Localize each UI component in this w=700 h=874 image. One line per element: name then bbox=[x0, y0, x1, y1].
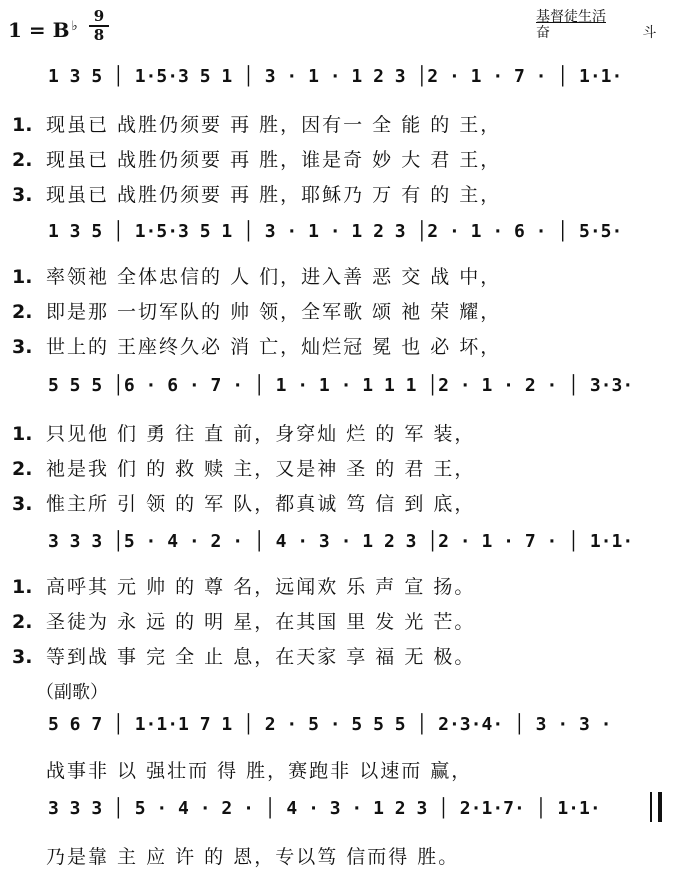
verse-number: 2. bbox=[12, 611, 33, 633]
verse-number: 3. bbox=[12, 184, 33, 206]
chorus-lyric-1: 战事非 以 强壮而 得 胜，赛跑非 以速而 赢， bbox=[46, 760, 473, 782]
lyric-text: 即是那 一切军队的 帅 领，全军歌 颂 祂 荣 耀， bbox=[46, 301, 502, 323]
flat-sign: ♭ bbox=[71, 19, 78, 34]
lyric-line bbox=[12, 110, 501, 137]
verse-number: 1. bbox=[12, 114, 33, 136]
lyric-line bbox=[12, 332, 501, 359]
lyric-text: 现虽已 战胜仍须要 再 胜，谁是奇 妙 大 君 王， bbox=[46, 149, 502, 171]
hymn-category: 基督徒生活 bbox=[536, 9, 606, 25]
verse-number: 2. bbox=[12, 458, 33, 480]
notation-line-4: 3 3 3 │5 · 4 · 2 · │ 4 · 3 · 1 2 3 │2 · 1 · 7 · │ 1·1· bbox=[48, 531, 634, 552]
verse-number: 1. bbox=[12, 576, 33, 598]
meter-denominator: 8 bbox=[93, 26, 105, 44]
chorus-notation-1: 5 6 7 │ 1·1·1 7 1 │ 2 · 5 · 5 5 5 │ 2·3·4· │ 3 · 3 · bbox=[48, 714, 612, 735]
lyric-text: 惟主所 引 领 的 军 队，都真诚 笃 信 到 底， bbox=[46, 493, 476, 515]
chorus-label: （副歌） bbox=[36, 682, 108, 703]
verse-number: 3. bbox=[12, 493, 33, 515]
key-text: 1 = B bbox=[8, 18, 70, 42]
time-signature bbox=[89, 8, 109, 44]
lyric-text: 高呼其 元 帅 的 尊 名，远闻欢 乐 声 宣 扬。 bbox=[46, 576, 476, 598]
final-barline bbox=[650, 792, 662, 822]
lyric-text: 等到战 事 完 全 止 息，在天家 享 福 无 极。 bbox=[46, 646, 476, 668]
lyric-line bbox=[12, 145, 501, 172]
lyric-line bbox=[12, 607, 475, 634]
notation-line-2: 1 3 5 │ 1·5·3 5 1 │ 3 · 1 · 1 2 3 │2 · 1 · 6 · │ 5·5· bbox=[48, 221, 623, 242]
lyric-text: 圣徒为 永 远 的 明 星，在其国 里 发 光 芒。 bbox=[46, 611, 476, 633]
lyric-line bbox=[12, 642, 475, 669]
lyric-text: 现虽已 战胜仍须要 再 胜，因有一 全 能 的 王， bbox=[46, 114, 502, 136]
lyric-line bbox=[12, 180, 501, 207]
lyric-text: 世上的 王座终久必 消 亡，灿烂冠 冕 也 必 坏， bbox=[46, 336, 502, 358]
verse-number: 1. bbox=[12, 423, 33, 445]
verse-number: 3. bbox=[12, 646, 33, 668]
lyric-line bbox=[12, 572, 475, 599]
lyric-text: 只见他 们 勇 往 直 前，身穿灿 烂 的 军 装， bbox=[46, 423, 476, 445]
meter-numerator: 9 bbox=[89, 8, 109, 27]
lyric-line bbox=[12, 419, 475, 446]
lyric-text: 祂是我 们 的 救 赎 主，又是神 圣 的 君 王， bbox=[46, 458, 476, 480]
verse-number: 1. bbox=[12, 266, 33, 288]
verse-number: 2. bbox=[12, 301, 33, 323]
key-signature bbox=[8, 18, 78, 42]
chorus-lyric-2: 乃是靠 主 应 许 的 恩，专以笃 信而得 胜。 bbox=[46, 846, 460, 868]
lyric-line bbox=[12, 297, 501, 324]
lyric-text: 现虽已 战胜仍须要 再 胜，耶稣乃 万 有 的 主， bbox=[46, 184, 502, 206]
lyric-line bbox=[12, 454, 475, 481]
chorus-notation-2: 3 3 3 │ 5 · 4 · 2 · │ 4 · 3 · 1 2 3 │ 2·1·7· │ 1·1· bbox=[48, 798, 601, 819]
verse-number: 3. bbox=[12, 336, 33, 358]
notation-line-3: 5 5 5 │6 · 6 · 7 · │ 1 · 1 · 1 1 1 │2 · 1 · 2 · │ 3·3· bbox=[48, 375, 634, 396]
lyric-line bbox=[12, 489, 475, 516]
hymn-topic: 奋 斗 bbox=[536, 25, 700, 41]
notation-line-1: 1 3 5 │ 1·5·3 5 1 │ 3 · 1 · 1 2 3 │2 · 1 · 7 · │ 1·1· bbox=[48, 66, 623, 87]
source-info bbox=[536, 9, 700, 41]
lyric-line bbox=[12, 262, 501, 289]
verse-number: 2. bbox=[12, 149, 33, 171]
lyric-text: 率领祂 全体忠信的 人 们，进入善 恶 交 战 中， bbox=[46, 266, 502, 288]
